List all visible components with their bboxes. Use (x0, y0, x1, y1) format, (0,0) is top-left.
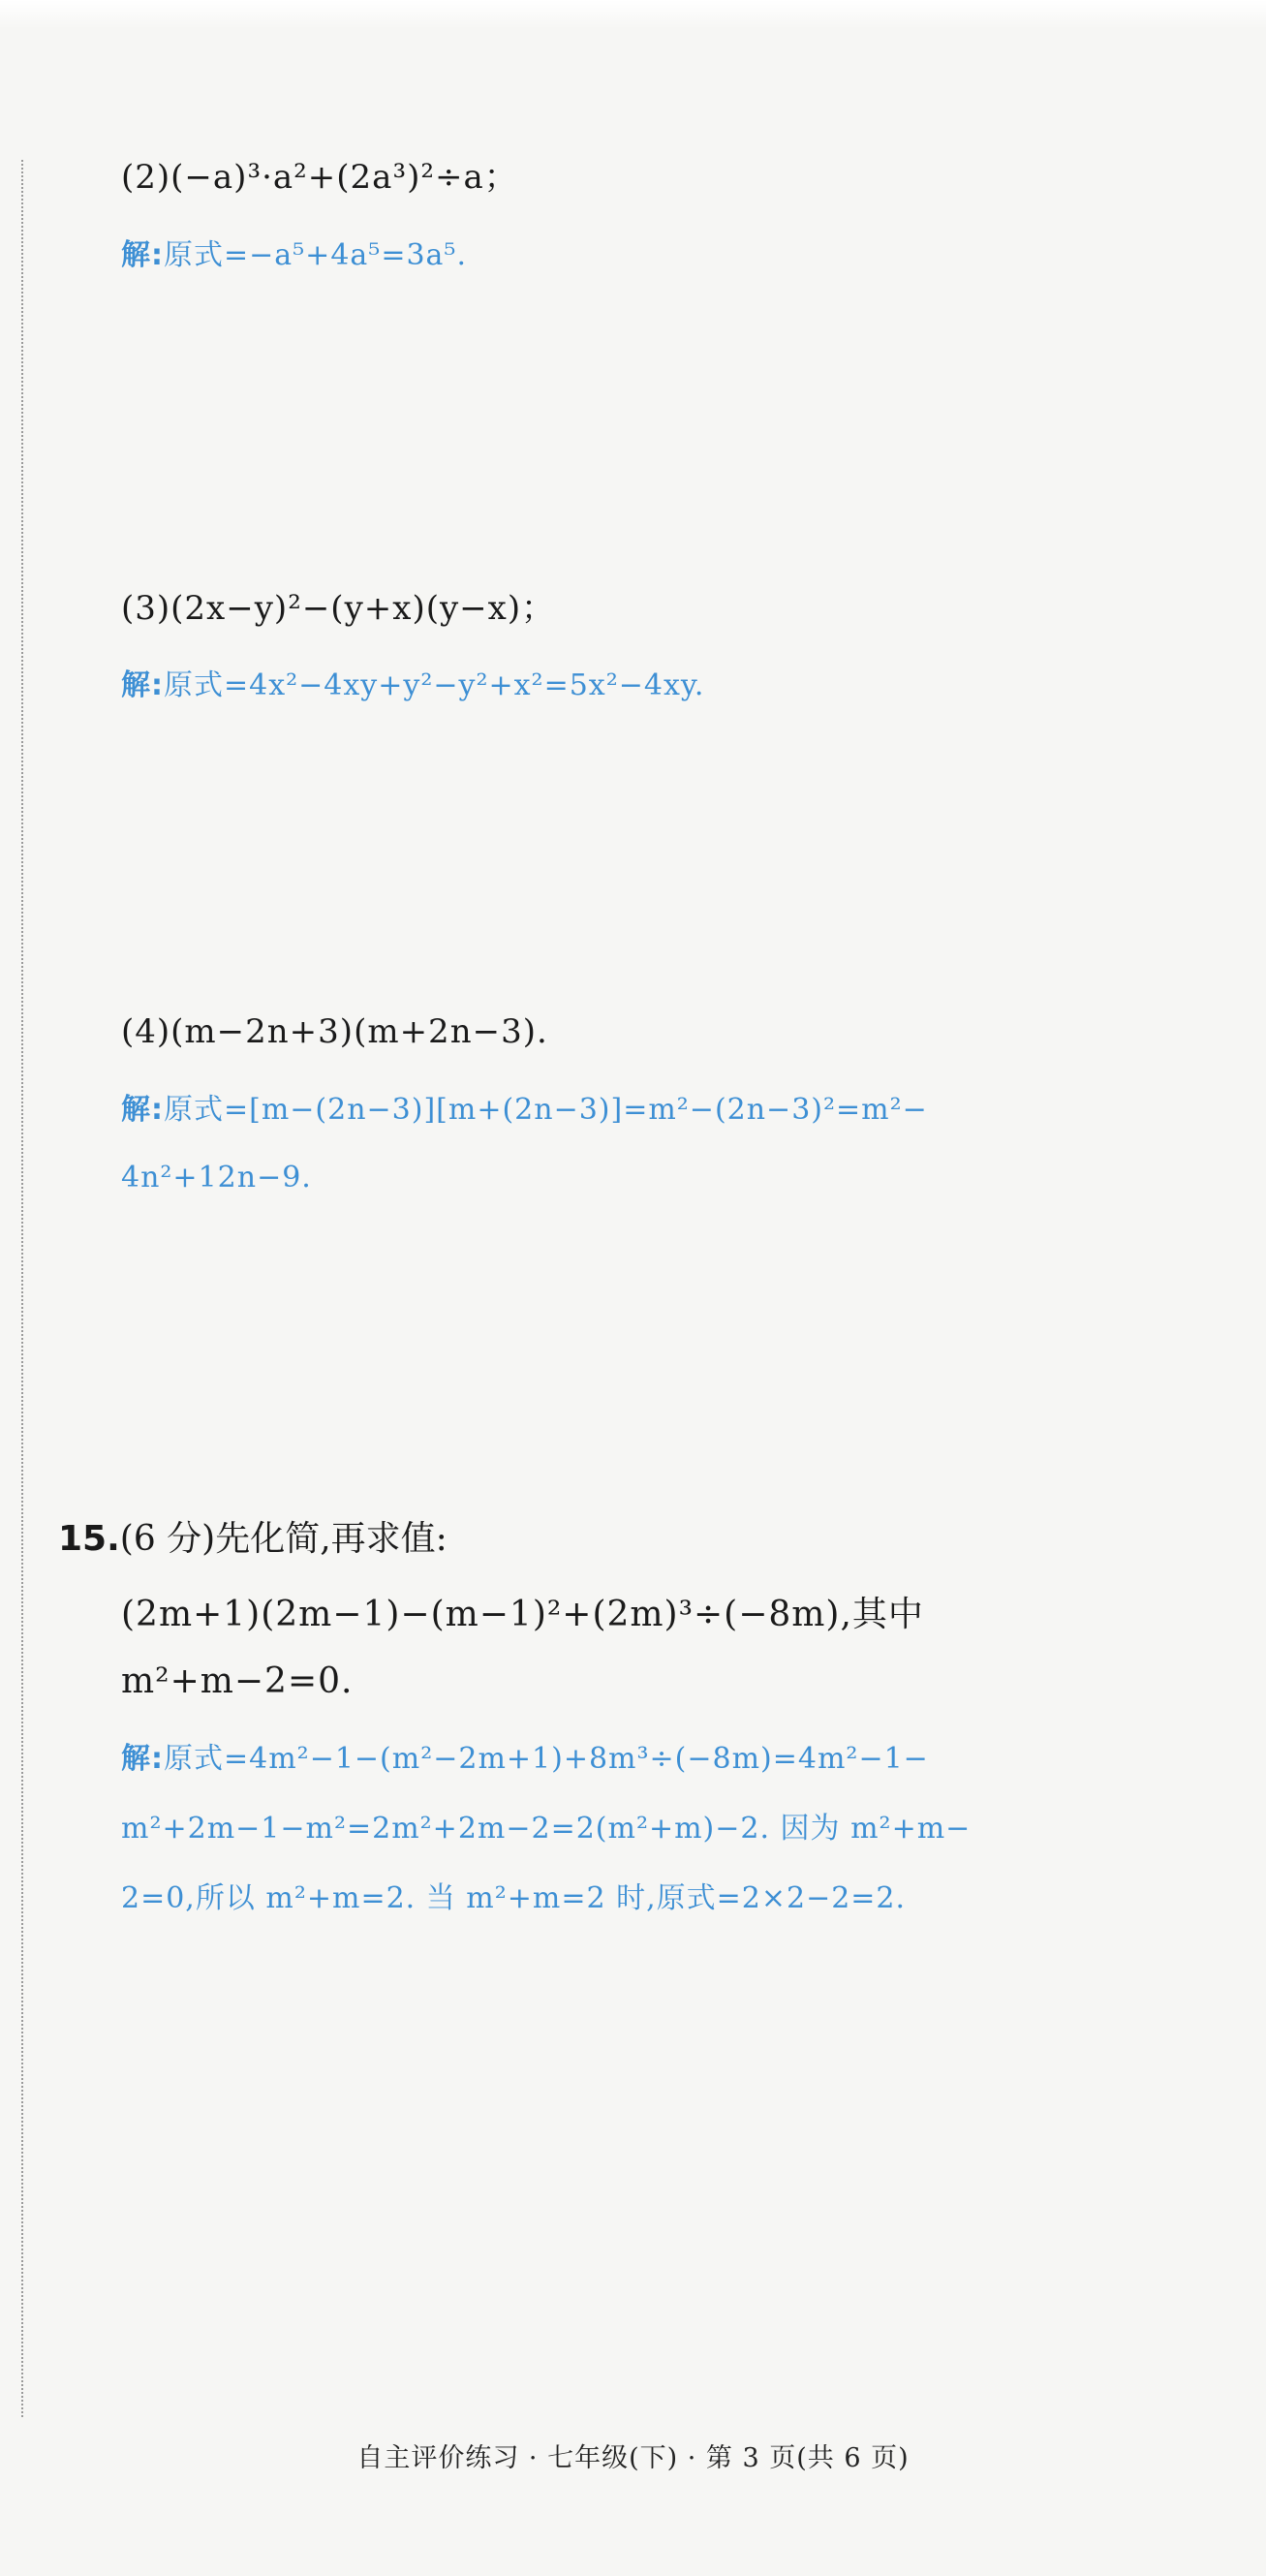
answer-text: 原式=[m−(2n−3)][m+(2n−3)]=m²−(2n−3)²=m²− (164, 1093, 928, 1127)
page-footer: 自主评价练习 · 七年级(下) · 第 3 页(共 6 页) (356, 2443, 910, 2473)
question-header-text: (6 分)先化简,再求值: (119, 1519, 448, 1559)
answer-text: 原式=−a⁵+4a⁵=3a⁵. (164, 238, 467, 272)
question-15-expression-line2: m²+m−2=0. (121, 1661, 354, 1701)
page-top-edge (0, 0, 1266, 29)
question-number: 15. (58, 1519, 120, 1559)
question-15-header (58, 1511, 448, 1561)
binding-margin-dotted-line (21, 160, 23, 2417)
problem-4-answer-line1 (121, 1085, 928, 1128)
question-15-answer-line3: 2=0,所以 m²+m=2. 当 m²+m=2 时,原式=2×2−2=2. (121, 1881, 907, 1915)
answer-label: 解: (121, 1742, 164, 1776)
problem-4-question: (4)(m−2n+3)(m+2n−3). (121, 1012, 548, 1051)
problem-2-answer (121, 231, 467, 273)
answer-label: 解: (121, 238, 164, 272)
answer-text: 原式=4x²−4xy+y²−y²+x²=5x²−4xy. (164, 668, 705, 702)
question-15-expression-line1: (2m+1)(2m−1)−(m−1)²+(2m)³÷(−8m),其中 (121, 1595, 924, 1634)
problem-4-answer-line2: 4n²+12n−9. (121, 1161, 312, 1195)
answer-label: 解: (121, 1093, 164, 1127)
question-15-answer-line2: m²+2m−1−m²=2m²+2m−2=2(m²+m)−2. 因为 m²+m− (121, 1812, 972, 1846)
problem-2-question: (2)(−a)³·a²+(2a³)²÷a； (121, 158, 518, 197)
problem-3-answer (121, 661, 704, 703)
problem-3-question: (3)(2x−y)²−(y+x)(y−x)； (121, 589, 556, 628)
answer-text: 原式=4m²−1−(m²−2m+1)+8m³÷(−8m)=4m²−1− (164, 1742, 929, 1776)
answer-label: 解: (121, 668, 164, 702)
question-15-answer-line1 (121, 1734, 929, 1777)
